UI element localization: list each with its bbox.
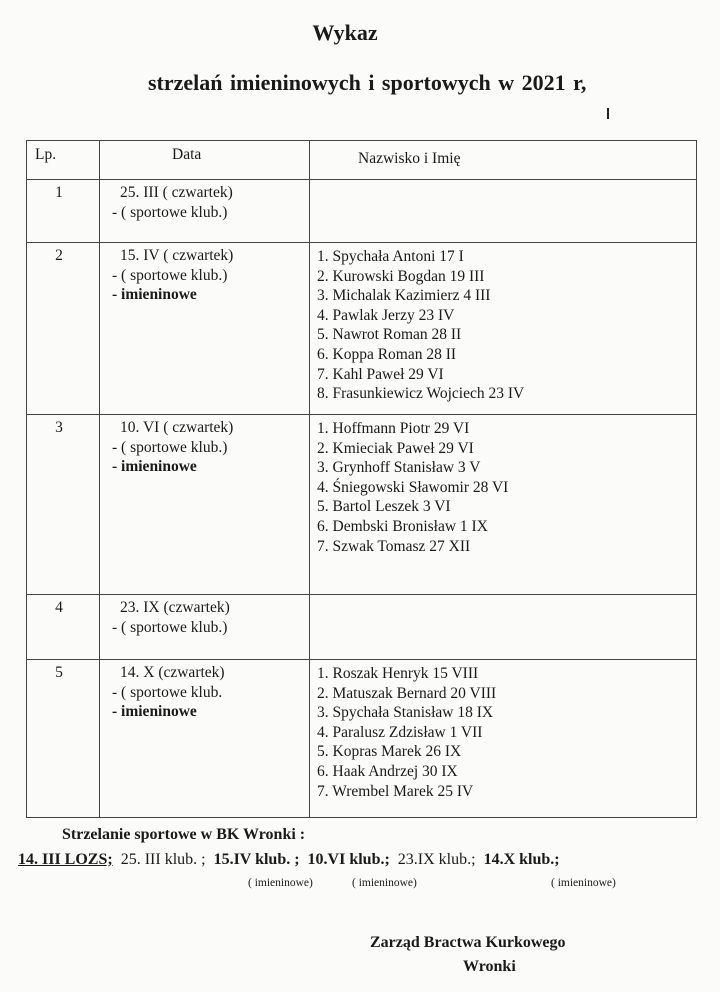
footer-note: ( imieninowe) (551, 877, 616, 889)
column-header-date: Data (100, 141, 310, 180)
list-item: 6. Haak Andrzej 30 IX (317, 762, 458, 780)
list-item: 1. Spychała Antoni 17 I (317, 248, 464, 265)
list-item: 1. Hoffmann Piotr 29 VI (317, 420, 470, 437)
list-item: 2. Matuszak Bernard 20 VIII (317, 684, 497, 702)
footer-title: Strzelanie sportowe w BK Wronki : (62, 826, 306, 843)
footer-item-lozs: 14. III LOZS; (18, 851, 113, 868)
names-cell (310, 415, 697, 595)
list-item: 7. Wrembel Marek 25 IV (317, 782, 474, 800)
list-item: 7. Szwak Tomasz 27 XII (317, 537, 471, 555)
event-date: 15. IV ( czwartek) (120, 247, 234, 264)
list-item: 1. Roszak Henryk 15 VIII (317, 665, 479, 682)
event-date: 10. VI ( czwartek) (120, 419, 234, 436)
list-item: 5. Bartol Leszek 3 VI (317, 498, 451, 516)
footer-note: ( imieninowe) (352, 877, 417, 889)
footer-item: 14.X klub.; (483, 851, 560, 868)
names-cell (310, 595, 697, 660)
event-type: - ( sportowe klub.) (112, 618, 228, 636)
list-item: 8. Frasunkiewicz Wojciech 23 IV (317, 385, 525, 403)
footer-item: 23.IX klub.; (397, 851, 476, 868)
document-title: Wykaz (312, 20, 378, 45)
table-row (27, 660, 697, 818)
pen-mark (607, 108, 609, 119)
date-cell (100, 660, 310, 818)
names-cell (310, 243, 697, 415)
table-row (27, 415, 697, 595)
event-type: - ( sportowe klub.) (112, 203, 228, 221)
event-extra: - imieninowe (112, 286, 197, 304)
footer-schedule-line (18, 851, 560, 869)
row-number: 1 (27, 180, 100, 243)
table-row (27, 243, 697, 415)
column-header-lp: Lp. (27, 141, 100, 180)
date-cell (100, 415, 310, 595)
table-row (27, 180, 697, 243)
list-item: 5. Nawrot Roman 28 II (317, 326, 462, 344)
event-type: - ( sportowe klub. (112, 683, 223, 701)
footer-item: 25. III klub. ; (120, 851, 206, 868)
list-item: 5. Kopras Marek 26 IX (317, 743, 462, 761)
list-item: 6. Dembski Bronisław 1 IX (317, 517, 488, 535)
list-item: 2. Kurowski Bogdan 19 III (317, 267, 485, 285)
document-subtitle: strzelań imieninowych i sportowych w 2021 r, (148, 70, 587, 95)
event-date: 14. X (czwartek) (120, 664, 225, 681)
shooting-schedule-table (26, 140, 697, 818)
event-date: 23. IX (czwartek) (120, 599, 230, 616)
event-extra: - imieninowe (112, 458, 197, 476)
row-number: 5 (27, 660, 100, 818)
list-item: 7. Kahl Paweł 29 VI (317, 365, 444, 383)
list-item: 6. Koppa Roman 28 II (317, 345, 457, 363)
event-type: - ( sportowe klub.) (112, 438, 228, 456)
footer-item: 15.IV klub. ; (213, 851, 300, 868)
signature-line-2: Wronki (463, 958, 516, 975)
date-cell (100, 243, 310, 415)
footer-item: 10.VI klub.; (307, 851, 390, 868)
list-item: 4. Pawlak Jerzy 23 IV (317, 306, 455, 324)
names-cell (310, 660, 697, 818)
date-cell (100, 180, 310, 243)
event-extra: - imieninowe (112, 703, 197, 721)
table-header-row (27, 141, 697, 180)
list-item: 3. Michalak Kazimierz 4 III (317, 287, 491, 305)
table-row (27, 595, 697, 660)
event-date: 25. III ( czwartek) (120, 184, 233, 201)
column-header-name: Nazwisko i Imię (310, 141, 697, 180)
footer-note: ( imieninowe) (248, 877, 313, 889)
event-type: - ( sportowe klub.) (112, 266, 228, 284)
list-item: 3. Grynhoff Stanisław 3 V (317, 459, 481, 477)
row-number: 3 (27, 415, 100, 595)
names-cell (310, 180, 697, 243)
signature-line-1: Zarząd Bractwa Kurkowego (370, 934, 566, 951)
row-number: 4 (27, 595, 100, 660)
row-number: 2 (27, 243, 100, 415)
list-item: 4. Śniegowski Sławomir 28 VI (317, 478, 509, 496)
list-item: 3. Spychała Stanisław 18 IX (317, 704, 494, 722)
list-item: 2. Kmieciak Paweł 29 VI (317, 439, 474, 457)
list-item: 4. Paralusz Zdzisław 1 VII (317, 723, 483, 741)
date-cell (100, 595, 310, 660)
